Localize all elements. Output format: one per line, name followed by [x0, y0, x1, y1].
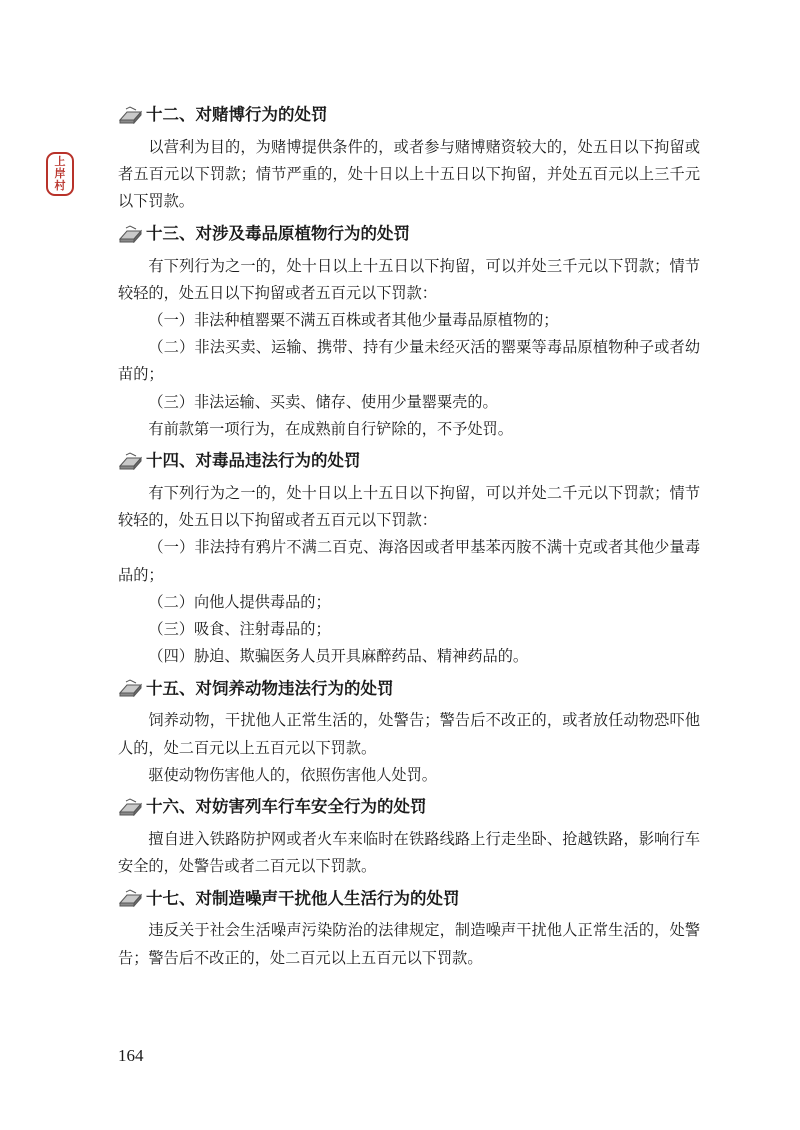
paragraph: （二）非法买卖、运输、携带、持有少量未经灭活的罂粟等毒品原植物种子或者幼苗的； — [118, 338, 700, 384]
paragraph: （一）非法种植罂粟不满五百株或者其他少量毒品原植物的； — [148, 311, 559, 330]
section-title: 十四、对毒品违法行为的处罚 — [146, 451, 361, 471]
seal-char: 上 — [54, 155, 66, 168]
seal-char: 岸 — [54, 167, 66, 180]
paragraph: 以营利为目的，为赌博提供条件的，或者参与赌博赌资较大的，处五日以下拘留或者五百元以下罚款；情节严重的，处十日以上十五日以下拘留，并处五百元以上三千元以下罚款。 — [118, 138, 700, 211]
paragraph: （三）吸食、注射毒品的； — [148, 620, 331, 639]
section-heading — [118, 883, 700, 913]
book-stack-icon — [118, 106, 144, 124]
book-stack-icon — [118, 452, 144, 470]
section-title: 十五、对饲养动物违法行为的处罚 — [146, 678, 394, 698]
seal-char: 村 — [54, 179, 66, 192]
paragraph: 饲养动物，干扰他人正常生活的，处警告；警告后不改正的，或者放任动物恐吓他人的，处二百元以上五百元以下罚款。 — [118, 711, 700, 757]
paragraph: 有前款第一项行为，在成熟前自行铲除的，不予处罚。 — [148, 419, 513, 438]
paragraph: 有下列行为之一的，处十日以上十五日以下拘留，可以并处二千元以下罚款；情节较轻的，处五日以下拘留或者五百元以下罚款： — [118, 484, 700, 530]
paragraph: 违反关于社会生活噪声污染防治的法律规定，制造噪声干扰他人正常生活的，处警告；警告后不改正的，处二百元以上五百元以下罚款。 — [118, 921, 700, 967]
book-stack-icon — [118, 225, 144, 243]
section-heading — [118, 219, 700, 249]
book-stack-icon — [118, 679, 144, 697]
seal-stamp — [46, 152, 74, 196]
page-number: 164 — [118, 1046, 144, 1065]
page-content — [118, 100, 700, 972]
book-stack-icon — [118, 798, 144, 816]
paragraph: 驱使动物伤害他人的，依照伤害他人处罚。 — [148, 765, 437, 784]
section-title: 十七、对制造噪声干扰他人生活行为的处罚 — [146, 888, 460, 908]
paragraph: （一）非法持有鸦片不满二百克、海洛因或者甲基苯丙胺不满十克或者其他少量毒品的； — [118, 538, 700, 584]
section-heading — [118, 673, 700, 703]
section-heading — [118, 792, 700, 822]
book-stack-icon — [118, 889, 144, 907]
section-title: 十二、对赌博行为的处罚 — [146, 105, 328, 125]
paragraph: 擅自进入铁路防护网或者火车来临时在铁路线路上行走坐卧、抢越铁路，影响行车安全的，处警告或者二百元以下罚款。 — [118, 830, 700, 876]
section-title: 十六、对妨害列车行车安全行为的处罚 — [146, 797, 427, 817]
section-heading — [118, 100, 700, 130]
section-title: 十三、对涉及毒品原植物行为的处罚 — [146, 224, 410, 243]
paragraph: （二）向他人提供毒品的； — [148, 592, 331, 611]
paragraph: （三）非法运输、买卖、储存、使用少量罂粟壳的。 — [148, 392, 498, 411]
section-heading — [118, 446, 700, 476]
paragraph: （四）胁迫、欺骗医务人员开具麻醉药品、精神药品的。 — [148, 647, 529, 666]
paragraph: 有下列行为之一的，处十日以上十五日以下拘留，可以并处三千元以下罚款；情节较轻的，处五日以下拘留或者五百元以下罚款： — [118, 256, 700, 302]
